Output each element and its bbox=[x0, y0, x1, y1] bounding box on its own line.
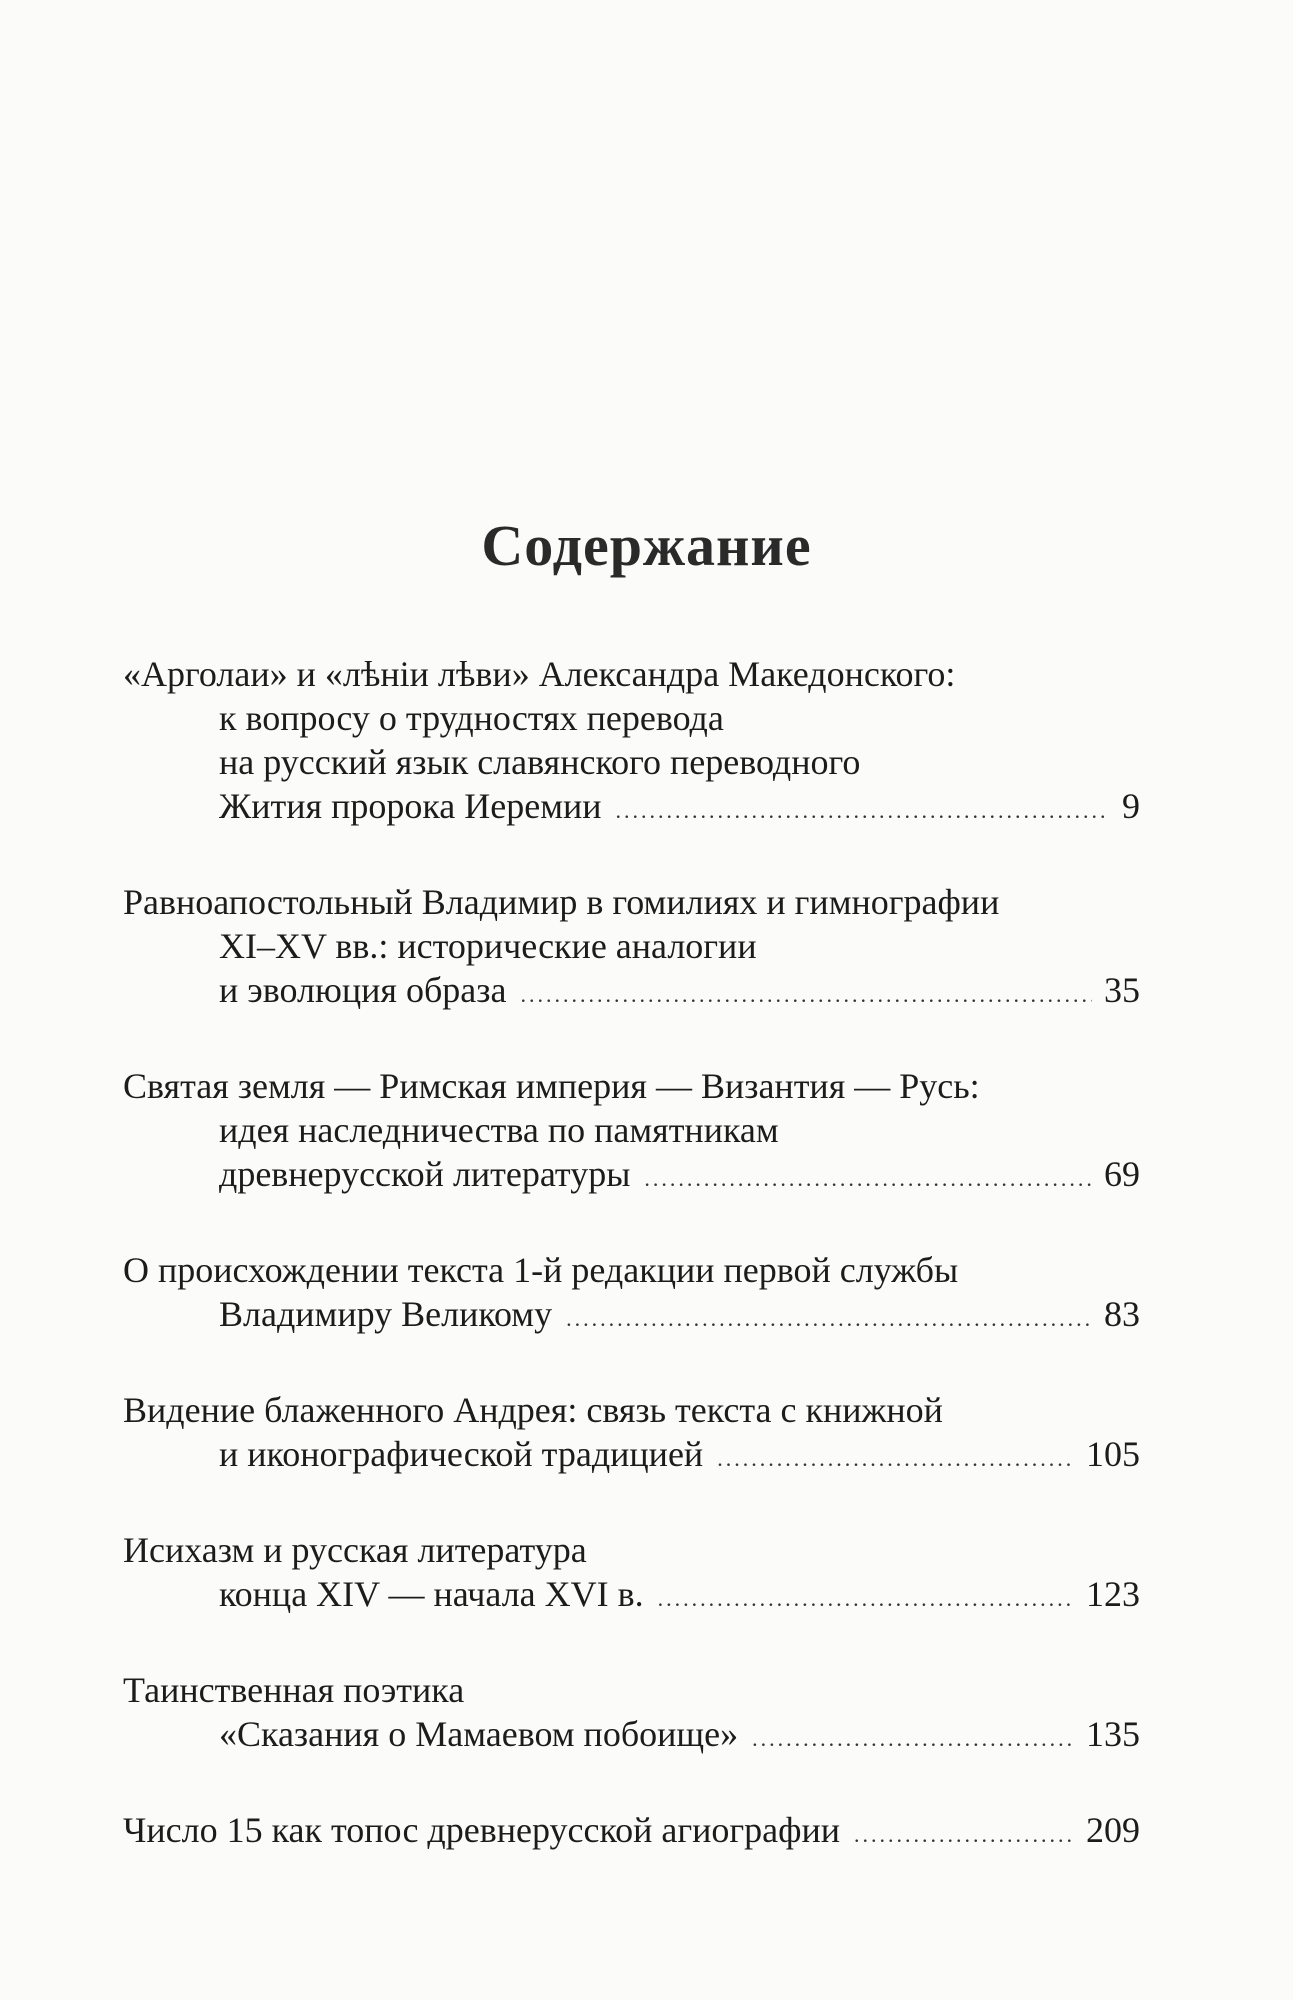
toc-entry-title-line: к вопросу о трудностях перевода bbox=[219, 698, 724, 738]
toc-entry-title-line: Число 15 как топос древнерусской агиографии bbox=[123, 1810, 840, 1850]
page-number: 135 bbox=[1086, 1714, 1140, 1754]
toc-entry bbox=[123, 1064, 1140, 1196]
toc-entry-title-line: Исихазм и русская литература bbox=[123, 1530, 587, 1570]
toc-entry-title-line: и иконографической традицией bbox=[219, 1434, 704, 1474]
dot-leader bbox=[658, 1577, 1074, 1616]
page-number: 209 bbox=[1086, 1810, 1140, 1850]
toc-entry-title-line: XI–XV вв.: исторические аналогии bbox=[219, 926, 757, 966]
page-number: 35 bbox=[1104, 970, 1140, 1010]
toc-entry bbox=[123, 652, 1140, 828]
toc-entry bbox=[123, 1528, 1140, 1616]
toc-entry-title-line: Владимиру Великому bbox=[219, 1294, 553, 1334]
toc-entry-title-line: Жития пророка Иеремии bbox=[219, 786, 602, 826]
toc-entry-title-line: «Арголаи» и «лѣніи лѣви» Александра Македонского: bbox=[123, 654, 956, 694]
toc-entry-title-line: Таинственная поэтика bbox=[123, 1670, 465, 1710]
toc-entry-last-line bbox=[123, 1572, 1140, 1616]
toc-entry-title-line: О происхождении текста 1-й редакции первой службы bbox=[123, 1250, 959, 1290]
toc-entry-title-line: на русский язык славянского переводного bbox=[219, 742, 861, 782]
toc-entry-title-line: конца XIV — начала XVI в. bbox=[219, 1574, 644, 1614]
toc-entry bbox=[123, 1668, 1140, 1756]
page-title: Содержание bbox=[481, 513, 812, 578]
dot-leader bbox=[644, 1157, 1092, 1196]
toc-entry-last-line bbox=[123, 1152, 1140, 1196]
page-number: 69 bbox=[1104, 1154, 1140, 1194]
toc-entry-title-line: Равноапостольный Владимир в гомилиях и гимнографии bbox=[123, 882, 1000, 922]
toc-entry bbox=[123, 1388, 1140, 1476]
toc-entry-title-line: древнерусской литературы bbox=[219, 1154, 631, 1194]
dot-leader bbox=[717, 1437, 1074, 1476]
toc-entry bbox=[123, 1808, 1140, 1852]
toc-entry-last-line bbox=[123, 1432, 1140, 1476]
dot-leader bbox=[616, 789, 1108, 828]
toc-entry-last-line bbox=[123, 1808, 1140, 1852]
toc-entry-last-line bbox=[123, 784, 1140, 828]
toc-entry-title-line: Святая земля — Римская империя — Византия — Русь: bbox=[123, 1066, 980, 1106]
dot-leader bbox=[566, 1297, 1092, 1336]
toc-entry-last-line bbox=[123, 1712, 1140, 1756]
table-of-contents bbox=[123, 652, 1140, 1852]
page-number: 83 bbox=[1104, 1294, 1140, 1334]
toc-entry-last-line bbox=[123, 968, 1140, 1012]
dot-leader bbox=[520, 973, 1092, 1012]
toc-entry bbox=[123, 880, 1140, 1012]
page-number: 123 bbox=[1086, 1574, 1140, 1614]
toc-entry-title-line: идея наследничества по памятникам bbox=[219, 1110, 779, 1150]
toc-entry-title-line: Видение блаженного Андрея: связь текста с книжной bbox=[123, 1390, 943, 1430]
page-number: 9 bbox=[1122, 786, 1140, 826]
page-number: 105 bbox=[1086, 1434, 1140, 1474]
toc-entry-title-line: «Сказания о Мамаевом побоище» bbox=[219, 1714, 739, 1754]
dot-leader bbox=[752, 1717, 1074, 1756]
toc-entry bbox=[123, 1248, 1140, 1336]
toc-entry-last-line bbox=[123, 1292, 1140, 1336]
toc-entry-title-line: и эволюция образа bbox=[219, 970, 507, 1010]
dot-leader bbox=[854, 1813, 1074, 1852]
